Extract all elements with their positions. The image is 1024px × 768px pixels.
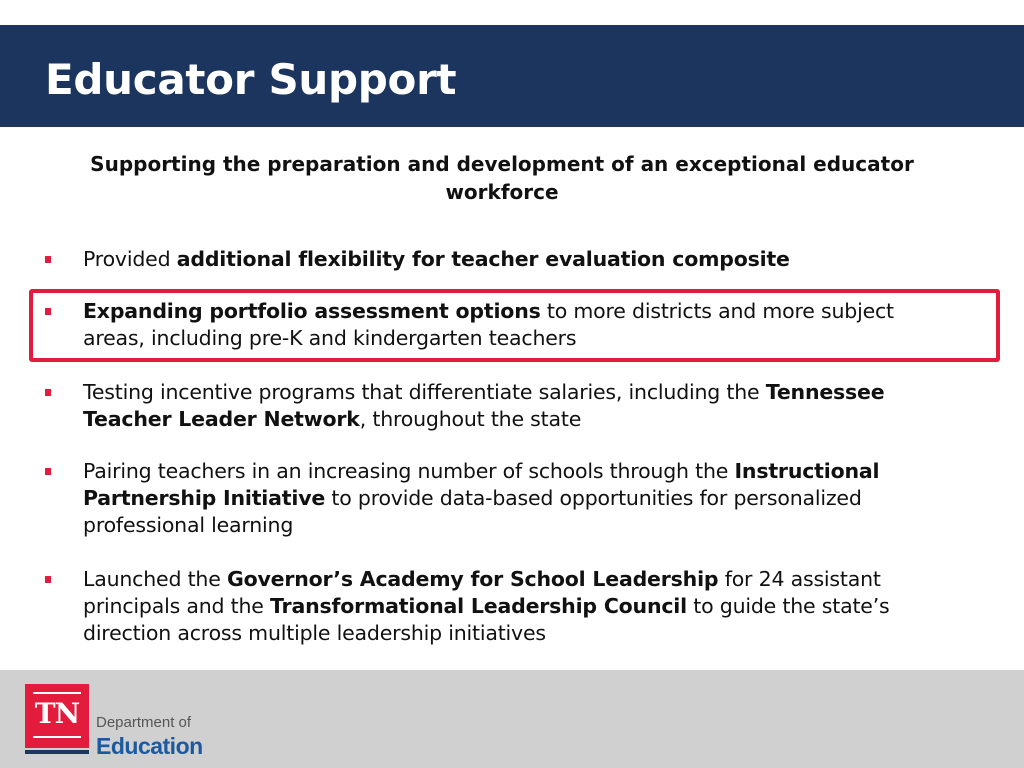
bullet-bold-text: Expanding portfolio assessment options <box>83 299 541 323</box>
slide-subtitle: Supporting the preparation and development of an exceptional educator workforce <box>90 152 914 204</box>
bullet-item <box>83 458 933 539</box>
bullet-text: for 24 assistant principals and the <box>83 567 881 618</box>
bullet-marker-icon <box>45 576 51 583</box>
highlight-box <box>29 289 1000 362</box>
bullet-bold-text: Instructional Partnership Initiative <box>83 459 880 510</box>
bullet-marker-icon <box>45 256 51 263</box>
bullet-text: to provide data-based opportunities for personalized professional learning <box>83 486 862 537</box>
bullet-text: Testing incentive programs that differentiate salaries, including the <box>83 380 766 404</box>
department-label: Department of <box>96 714 192 731</box>
bullet-text: to more districts and more subject areas, including pre-K and kindergarten teachers <box>83 299 894 350</box>
education-label: Education <box>96 733 203 759</box>
tn-logo <box>25 684 89 748</box>
bullet-text: Pairing teachers in an increasing number of schools through the <box>83 459 735 483</box>
bullet-item <box>83 566 933 647</box>
logo-stripe-bottom <box>33 736 81 738</box>
bullet-text: to guide the state’s direction across multiple leadership initiatives <box>83 594 890 645</box>
bullet-item <box>83 246 933 273</box>
bullet-text: , throughout the state <box>359 407 582 431</box>
bullet-item <box>83 379 933 433</box>
bullet-text: Launched the <box>83 567 227 591</box>
bullet-marker-icon <box>45 468 51 475</box>
tn-logo-text: TN <box>34 697 80 730</box>
bullet-text: Provided <box>83 247 177 271</box>
bullet-bold-text: additional flexibility for teacher evaluation composite <box>176 247 790 271</box>
bullet-bold-text: Governor’s Academy for School Leadership <box>226 567 719 591</box>
logo-stripe-top <box>33 692 81 694</box>
bullet-marker-icon <box>45 389 51 396</box>
bullet-bold-text: Tennessee Teacher Leader Network <box>83 380 885 431</box>
bullet-bold-text: Transformational Leadership Council <box>270 594 687 618</box>
logo-underline <box>25 750 89 754</box>
slide-title: Educator Support <box>45 55 457 104</box>
